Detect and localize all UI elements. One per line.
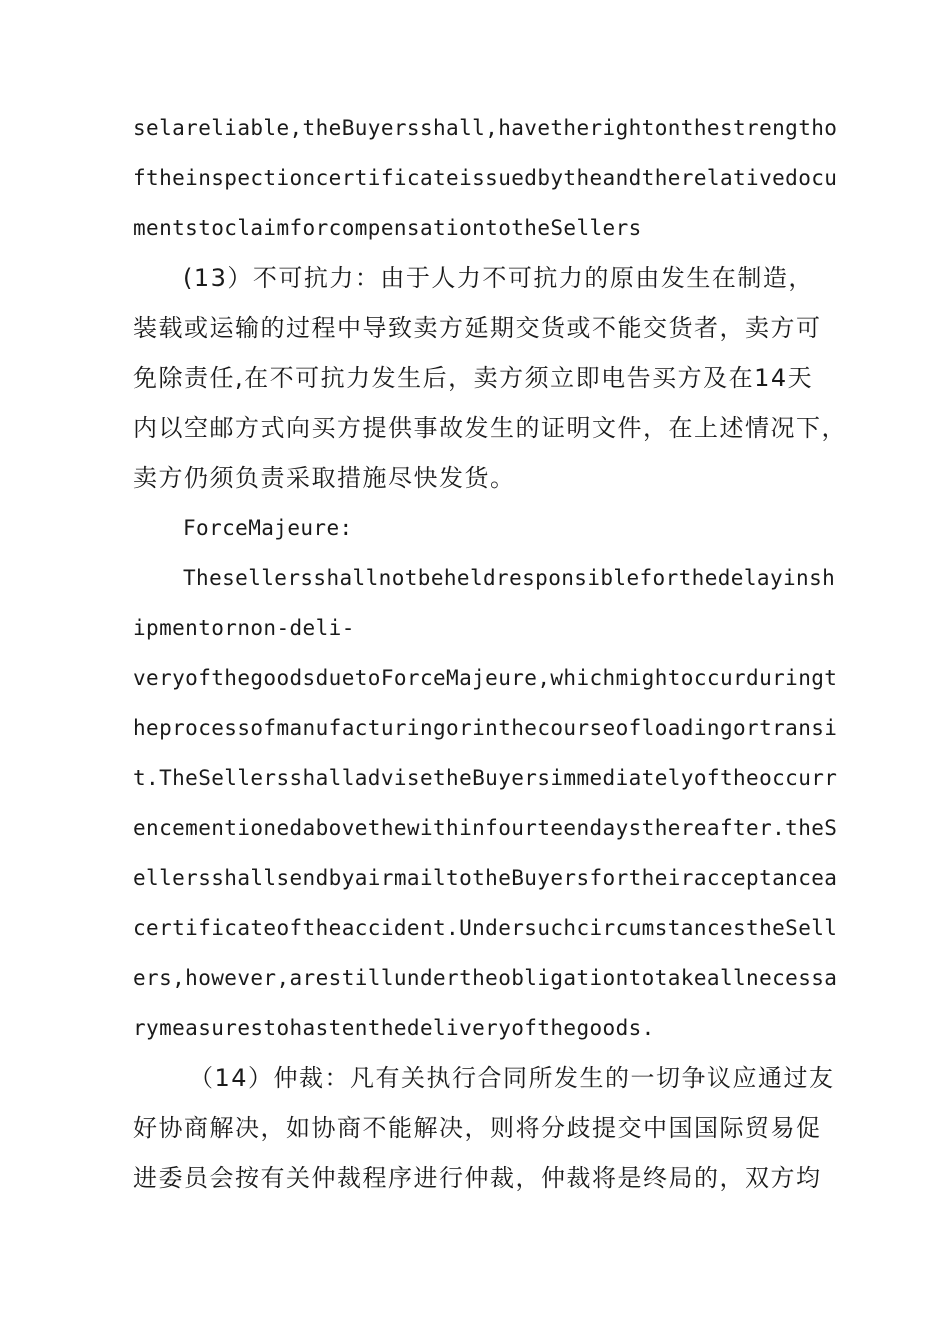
text-line-7: 内以空邮方式向买方提供事故发生的证明文件，在上述情况下， [133,414,847,442]
text-line-16: ellersshallsendbyairmailtotheBuyersfortheiracceptancea [133,866,838,890]
text-line-15: encementionedabovethewithinfourteendaysthereafter.theS [133,816,838,840]
text-line-3: mentstoclaimforcompensationtotheSellers [133,216,642,240]
force-majeure-heading: ForceMajeure: [183,516,353,540]
text-line-2: ftheinspectioncertificateissuedbytheandtherelativedocu [133,166,838,190]
clause-13-heading: (13）不可抗力：由于人力不可抗力的原由发生在制造， [183,264,814,292]
text-line-8: 卖方仍须负责采取措施尽快发货。 [133,464,516,492]
text-line-21: 好协商解决，如协商不能解决，则将分歧提交中国国际贸易促 [133,1114,822,1142]
clause-14-heading: （14）仲裁：凡有关执行合同所发生的一切争议应通过友 [189,1064,835,1092]
text-line-14: t.TheSellersshalladvisetheBuyersimmediatelyoftheoccurr [133,766,838,790]
text-line-12: veryofthegoodsduetoForceMajeure,whichmightoccurduringt [133,666,838,690]
text-line-18: ers,however,arestillundertheobligationtotakeallnecessa [133,966,838,990]
text-line-5: 装载或运输的过程中导致卖方延期交货或不能交货者，卖方可 [133,314,822,342]
text-line-1: selareliable,theBuyersshall,havetherightonthestrengtho [133,116,838,140]
text-line-10: Thesellersshallnotbeheldresponsibleforthedelayinsh [183,566,836,590]
text-line-13: heprocessofmanufacturingorinthecourseofloadingortransi [133,716,838,740]
text-line-11: ipmentornon-deli- [133,616,355,640]
text-line-17: certificateoftheaccident.UndersuchcircumstancestheSell [133,916,838,940]
text-line-22: 进委员会按有关仲裁程序进行仲裁，仲裁将是终局的，双方均 [133,1164,822,1192]
text-line-19: rymeasurestohastenthedeliveryofthegoods. [133,1016,655,1040]
text-line-6: 免除责任,在不可抗力发生后，卖方须立即电告买方及在14天 [133,364,814,392]
